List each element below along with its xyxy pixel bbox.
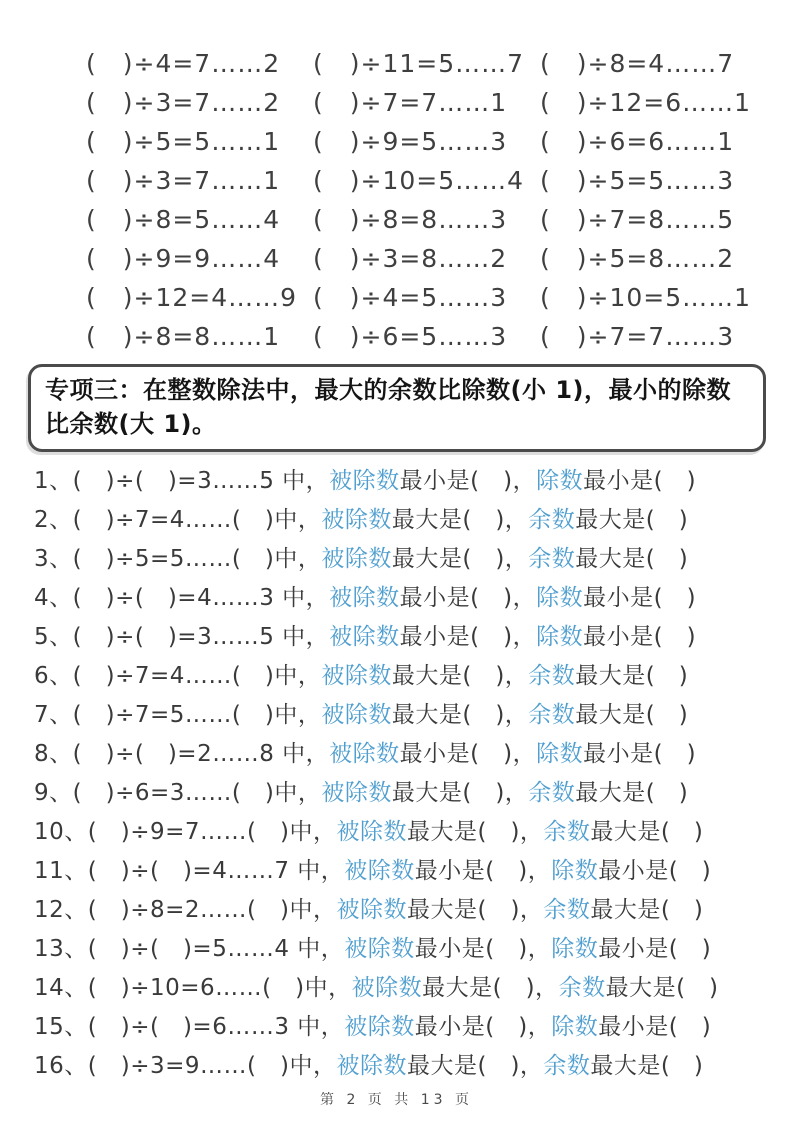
- term-dividend: 被除数: [351, 975, 423, 1001]
- problem-equation: 4、( )÷( )=4……3 中，: [34, 585, 330, 611]
- equation-item: ( )÷8=8……1: [86, 321, 281, 351]
- problem-mid-text: 最大是( )，: [406, 819, 544, 845]
- equation-item: ( )÷5=5……1: [86, 126, 281, 156]
- problem-mid-text: 最小是( )，: [414, 1014, 552, 1040]
- term-dividend: 被除数: [329, 468, 400, 494]
- term-remainder: 余数: [543, 819, 591, 845]
- term-remainder: 余数: [528, 780, 576, 806]
- equation-row: [86, 42, 793, 81]
- term-dividend: 被除数: [344, 858, 415, 884]
- problem-mid-text: 最大是( )，: [391, 507, 529, 533]
- problem-mid-text: 最大是( )，: [391, 663, 529, 689]
- problem-mid-text: 最小是( )，: [414, 858, 552, 884]
- term-divisor: 除数: [551, 936, 599, 962]
- problem-equation: 1、( )÷( )=3……5 中，: [34, 468, 330, 494]
- problem-equation: 6、( )÷7=4……( )中，: [34, 663, 322, 689]
- problem-suffix-text: 最大是( ): [575, 507, 689, 533]
- problem-suffix-text: 最小是( ): [583, 468, 697, 494]
- problem-suffix-text: 最小是( ): [598, 936, 712, 962]
- problem-mid-text: 最大是( )，: [422, 975, 559, 1001]
- problem-mid-text: 最大是( )，: [406, 897, 544, 923]
- problem-line-6: [34, 654, 793, 693]
- term-remainder: 余数: [528, 702, 576, 728]
- equation-row: [86, 198, 793, 237]
- equation-row: [86, 159, 793, 198]
- term-dividend: 被除数: [321, 546, 392, 572]
- problem-suffix-text: 最小是( ): [583, 585, 697, 611]
- problem-suffix-text: 最大是( ): [575, 663, 689, 689]
- problem-line-10: [34, 810, 793, 849]
- equation-row: [86, 315, 793, 354]
- problem-line-12: [34, 888, 793, 927]
- problem-suffix-text: 最大是( ): [590, 1053, 704, 1079]
- problem-line-7: [34, 693, 793, 732]
- problem-equation: 12、( )÷8=2……( )中，: [34, 897, 337, 923]
- equation-item: ( )÷9=9……4: [86, 243, 281, 273]
- problem-suffix-text: 最小是( ): [598, 1014, 712, 1040]
- problem-mid-text: 最小是( )，: [399, 624, 537, 650]
- problem-line-13: [34, 927, 793, 966]
- problem-equation: 8、( )÷( )=2……8 中，: [34, 741, 330, 767]
- equation-item: ( )÷10=5……1: [540, 282, 752, 312]
- problem-mid-text: 最小是( )，: [414, 936, 552, 962]
- problem-equation: 3、( )÷5=5……( )中，: [34, 546, 322, 572]
- equation-item: ( )÷5=8……2: [540, 243, 735, 273]
- term-remainder: 余数: [528, 546, 576, 572]
- term-divisor: 除数: [536, 624, 584, 650]
- problem-equation: 13、( )÷( )=5……4 中，: [34, 936, 345, 962]
- problem-line-8: [34, 732, 793, 771]
- problem-suffix-text: 最小是( ): [583, 624, 697, 650]
- equation-item: ( )÷12=6……1: [540, 87, 752, 117]
- term-dividend: 被除数: [329, 624, 400, 650]
- problem-line-14: [34, 966, 793, 1005]
- term-remainder: 余数: [543, 897, 591, 923]
- problem-suffix-text: 最小是( ): [583, 741, 697, 767]
- equation-item: ( )÷6=6……1: [540, 126, 735, 156]
- term-remainder: 余数: [528, 507, 576, 533]
- problem-equation: 10、( )÷9=7……( )中，: [34, 819, 337, 845]
- equation-item: ( )÷8=5……4: [86, 204, 281, 234]
- problem-equation: 5、( )÷( )=3……5 中，: [34, 624, 330, 650]
- equation-row: [86, 81, 793, 120]
- problem-line-15: [34, 1005, 793, 1044]
- term-dividend: 被除数: [321, 702, 392, 728]
- equation-row: [86, 237, 793, 276]
- term-dividend: 被除数: [321, 507, 392, 533]
- section-header-box: [28, 364, 766, 452]
- term-remainder: 余数: [543, 1053, 591, 1079]
- equation-item: ( )÷7=7……3: [540, 321, 735, 351]
- problem-mid-text: 最大是( )，: [391, 780, 529, 806]
- problem-suffix-text: 最大是( ): [605, 975, 719, 1001]
- term-dividend: 被除数: [336, 1053, 407, 1079]
- equation-item: ( )÷7=7……1: [313, 87, 508, 117]
- equation-item: ( )÷8=8……3: [313, 204, 508, 234]
- problem-mid-text: 最小是( )，: [399, 741, 537, 767]
- term-divisor: 除数: [551, 858, 599, 884]
- term-dividend: 被除数: [336, 819, 407, 845]
- equation-item: ( )÷7=8……5: [540, 204, 735, 234]
- term-divisor: 除数: [551, 1014, 599, 1040]
- problem-equation: 16、( )÷3=9……( )中，: [34, 1053, 337, 1079]
- term-remainder: 余数: [558, 975, 606, 1001]
- problem-mid-text: 最大是( )，: [391, 702, 529, 728]
- equation-item: ( )÷3=7……1: [86, 165, 281, 195]
- problem-equation: 14、( )÷10=6……( )中，: [34, 975, 352, 1001]
- equation-item: ( )÷12=4……9: [86, 282, 298, 312]
- problem-suffix-text: 最大是( ): [575, 780, 689, 806]
- problem-equation: 11、( )÷( )=4……7 中，: [34, 858, 345, 884]
- equation-item: ( )÷11=5……7: [313, 48, 525, 78]
- problem-line-3: [34, 537, 793, 576]
- equation-item: ( )÷3=8……2: [313, 243, 508, 273]
- problem-equation: 2、( )÷7=4……( )中，: [34, 507, 322, 533]
- problem-mid-text: 最大是( )，: [406, 1053, 544, 1079]
- equation-item: ( )÷4=5……3: [313, 282, 508, 312]
- term-remainder: 余数: [528, 663, 576, 689]
- problem-line-11: [34, 849, 793, 888]
- problem-line-4: [34, 576, 793, 615]
- problem-suffix-text: 最大是( ): [590, 897, 704, 923]
- equation-row: [86, 276, 793, 315]
- page-number-indicator: 第 2 页 共 13 页: [320, 1092, 473, 1108]
- equation-item: ( )÷10=5……4: [313, 165, 525, 195]
- term-dividend: 被除数: [321, 780, 392, 806]
- problem-line-5: [34, 615, 793, 654]
- term-dividend: 被除数: [344, 936, 415, 962]
- section-header-text: 专项三：在整数除法中，最大的余数比除数(小 1)，最小的除数比余数(大 1)。: [45, 376, 731, 438]
- equation-grid: [0, 0, 793, 354]
- equation-row: [86, 120, 793, 159]
- equation-item: ( )÷8=4……7: [540, 48, 735, 78]
- problem-mid-text: 最小是( )，: [399, 468, 537, 494]
- term-divisor: 除数: [536, 741, 584, 767]
- term-dividend: 被除数: [329, 585, 400, 611]
- problem-suffix-text: 最大是( ): [590, 819, 704, 845]
- term-dividend: 被除数: [336, 897, 407, 923]
- term-divisor: 除数: [536, 585, 584, 611]
- term-dividend: 被除数: [321, 663, 392, 689]
- term-divisor: 除数: [536, 468, 584, 494]
- problem-suffix-text: 最大是( ): [575, 546, 689, 572]
- problem-equation: 15、( )÷( )=6……3 中，: [34, 1014, 345, 1040]
- problem-mid-text: 最小是( )，: [399, 585, 537, 611]
- problem-suffix-text: 最大是( ): [575, 702, 689, 728]
- term-dividend: 被除数: [344, 1014, 415, 1040]
- equation-item: ( )÷9=5……3: [313, 126, 508, 156]
- problem-equation: 7、( )÷7=5……( )中，: [34, 702, 322, 728]
- equation-item: ( )÷5=5……3: [540, 165, 735, 195]
- problem-list: [0, 459, 793, 1083]
- equation-item: ( )÷3=7……2: [86, 87, 281, 117]
- problem-line-16: [34, 1044, 793, 1083]
- problem-line-1: [34, 459, 793, 498]
- term-dividend: 被除数: [329, 741, 400, 767]
- problem-equation: 9、( )÷6=3……( )中，: [34, 780, 322, 806]
- equation-item: ( )÷6=5……3: [313, 321, 508, 351]
- problem-line-9: [34, 771, 793, 810]
- equation-item: ( )÷4=7……2: [86, 48, 281, 78]
- problem-line-2: [34, 498, 793, 537]
- problem-mid-text: 最大是( )，: [391, 546, 529, 572]
- problem-suffix-text: 最小是( ): [598, 858, 712, 884]
